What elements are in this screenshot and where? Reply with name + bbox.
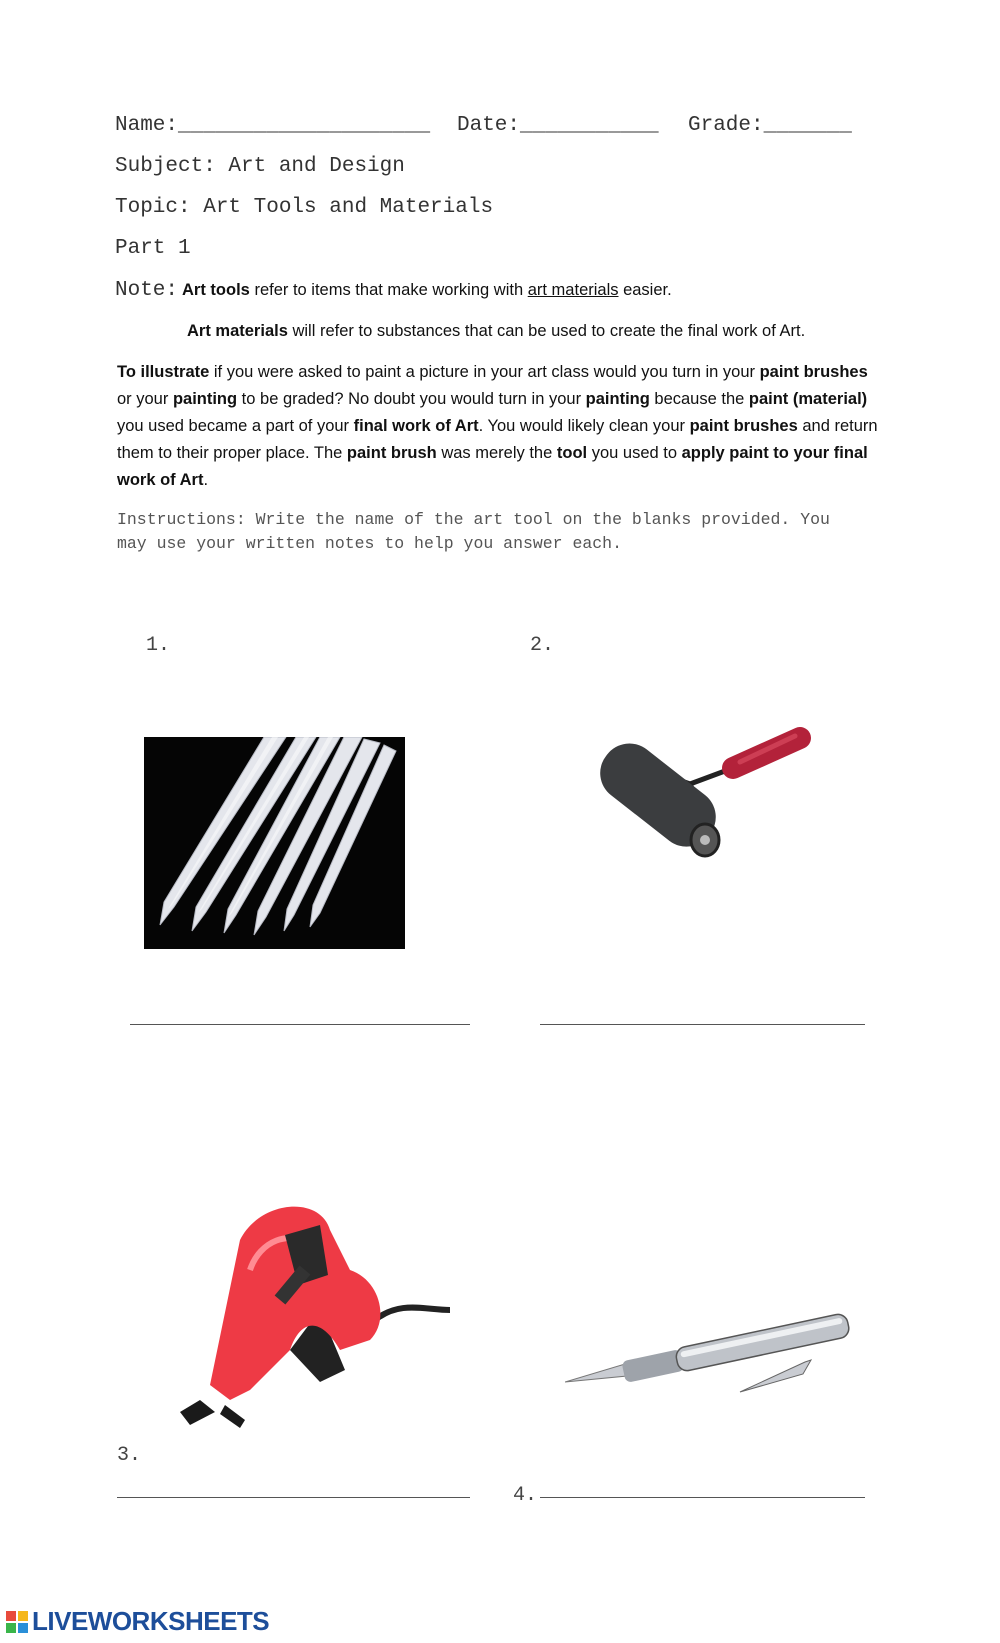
brayer-roller-image	[595, 724, 815, 894]
art-materials-link[interactable]: art materials	[527, 281, 619, 299]
note-body	[182, 281, 672, 299]
footer-brand[interactable]	[6, 1606, 269, 1637]
term-art-materials: Art materials	[187, 322, 288, 340]
date-field-line[interactable]: Date:___________	[457, 114, 659, 137]
p-s4: or your	[117, 390, 173, 408]
p-s10: you used became a part of your	[117, 417, 354, 435]
p-s14: and return them to their proper place. The	[117, 417, 878, 462]
craft-knife-icon	[565, 1300, 855, 1400]
materials-definition	[187, 322, 805, 341]
brayer-roller-icon	[595, 724, 815, 894]
term-art-tools: Art tools	[182, 281, 250, 299]
item-number-1: 1.	[146, 634, 171, 657]
instructions-text: Instructions: Write the name of the art tool on the blanks provided. You may use your written notes to help you answer each.	[117, 510, 830, 553]
p-s11: final work of Art	[353, 417, 479, 435]
p-s13: paint brushes	[689, 417, 798, 435]
p-s15: paint brush	[346, 444, 437, 462]
p-s20: .	[203, 471, 209, 489]
glue-gun-icon	[170, 1200, 452, 1430]
topic-line: Topic: Art Tools and Materials	[115, 196, 494, 219]
subject-line: Subject: Art and Design	[115, 155, 405, 178]
liveworksheets-logo-icon	[6, 1611, 28, 1633]
answer-blank-3[interactable]	[117, 1497, 470, 1498]
note-text-mid: refer to items that make working with	[249, 281, 528, 299]
name-field-line[interactable]: Name:____________________	[115, 114, 431, 137]
p-s7: painting	[585, 390, 650, 408]
p-s16: was merely the	[436, 444, 557, 462]
item-number-3: 3.	[117, 1444, 142, 1467]
p-s2: if you were asked to paint a picture in your art class would you turn in your	[209, 363, 760, 381]
p-s8: because the	[649, 390, 749, 408]
note-line	[115, 279, 672, 302]
illustration-paragraph	[117, 359, 882, 494]
p-s6: to be graded? No doubt you would turn in your	[237, 390, 586, 408]
blending-stumps-image	[144, 737, 405, 949]
blending-stumps-icon	[144, 737, 405, 949]
item-number-4: 4.	[513, 1484, 538, 1507]
answer-blank-4[interactable]	[540, 1497, 865, 1498]
answer-blank-1[interactable]	[130, 1024, 470, 1025]
p-s3: paint brushes	[759, 363, 868, 381]
note-prefix: Note:	[115, 279, 179, 302]
footer-brand-text: LIVEWORKSHEETS	[32, 1606, 270, 1636]
p-s12: . You would likely clean your	[478, 417, 690, 435]
p-s1: To illustrate	[117, 363, 210, 381]
grade-field-line[interactable]: Grade:_______	[688, 114, 852, 137]
p-s19: apply paint to your final work of Art	[117, 444, 868, 489]
part-label: Part 1	[115, 237, 191, 260]
p-s5: painting	[172, 390, 238, 408]
note-text-end: easier.	[618, 281, 672, 299]
materials-definition-text: will refer to substances that can be used to create the final work of Art.	[287, 322, 806, 340]
p-s17: tool	[556, 444, 588, 462]
glue-gun-image	[170, 1200, 452, 1430]
p-s18: you used to	[587, 444, 682, 462]
item-number-2: 2.	[530, 634, 555, 657]
p-s9: paint (material)	[748, 390, 868, 408]
craft-knife-image	[565, 1300, 855, 1400]
answer-blank-2[interactable]	[540, 1024, 865, 1025]
